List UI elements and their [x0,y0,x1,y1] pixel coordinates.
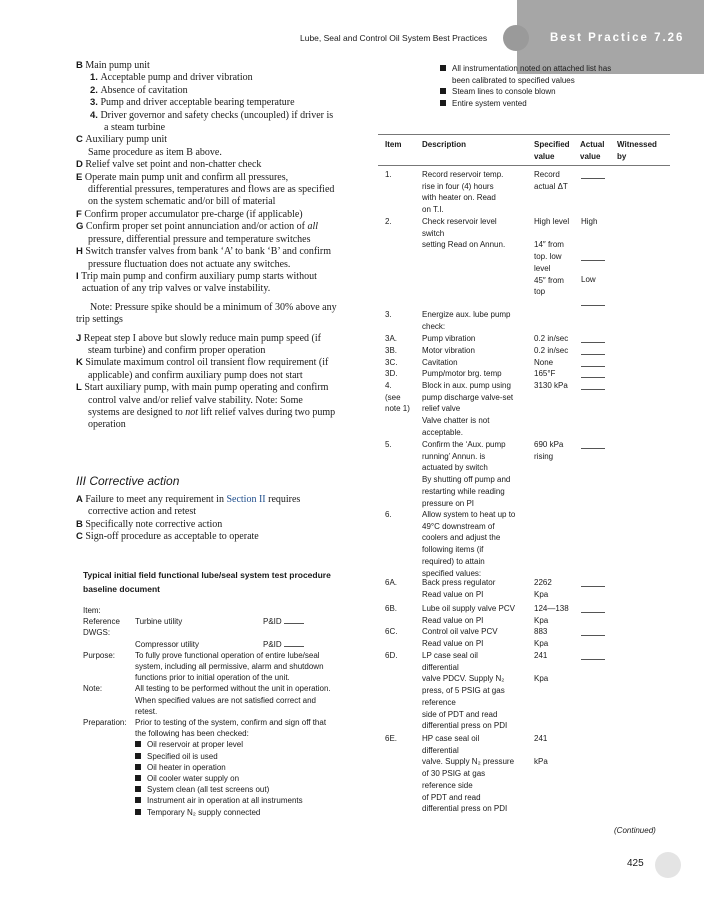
table-cell-line [534,228,580,240]
table-cell-line [581,251,617,263]
actual-value-blank[interactable] [581,388,605,390]
cell-item [385,626,421,638]
col-header-item: Item [385,140,402,149]
cell-description [422,309,534,332]
table-cell-line: Cavitation [422,358,458,367]
table-cell-line: reference side [422,780,473,790]
actual-value-blank[interactable] [581,376,605,378]
note-text: Note: Pressure spike should be a minimum of 30% above any [90,301,337,313]
table-cell-line [534,662,580,674]
list-item-A: A Failure to meet any requirement in Section II requires [76,494,301,505]
list-item-L: L Start auxiliary pump, with main pump operating and confirm [76,382,329,394]
square-bullet-icon [135,764,141,770]
table-cell-line: valve. Supply N₂ pressure [422,757,515,767]
table-cell-line: pressure on PI [422,498,475,508]
checklist-item: Specified oil is used [135,751,383,762]
table-cell-line: 241 [534,734,548,743]
cell-specified [534,169,580,192]
table-cell-line: Kpa [534,638,549,648]
table-cell-line: 883 [534,627,548,636]
compressor-value: Compressor utility [135,639,200,649]
cell-description [422,333,534,345]
table-cell-line: 14″ from [534,240,564,250]
table-cell-line: 124—138 [534,604,569,613]
actual-value-blank[interactable] [581,259,605,261]
table-cell-line: reference [422,697,456,707]
sub-item: 4. Driver governor and safety checks (uncoupled) if driver is [90,109,334,121]
table-cell-line: Kpa [534,615,549,625]
table-cell-line: restarting while reading [422,486,505,496]
cell-item [385,345,421,357]
cell-description [422,368,534,380]
table-cell-line: 3C. [385,358,398,367]
reference-label: Reference [83,617,120,627]
table-cell-line [534,745,580,757]
cell-description [422,650,534,732]
table-cell-line: rising [534,451,554,461]
table-cell-line: Allow system to heat up to [422,510,516,519]
cell-description [422,357,534,369]
list-item-K: K Simulate maximum control oil transient flow requirement (if [76,357,329,369]
table-cell-line: HP case seal oil [422,734,480,743]
table-cell-line: 45″ from [534,275,564,285]
cell-item [385,309,421,321]
baseline-details [83,605,383,818]
table-cell-line: Kpa [534,589,549,599]
list-item-J: J Repeat step I above but slowly reduce main pump speed (if [76,332,321,344]
cell-description [422,216,534,251]
table-cell-line: Read value on PI [422,638,484,648]
square-bullet-icon [135,753,141,759]
table-cell-line: 3B. [385,346,398,355]
list-item-C: C Auxiliary pump unit [76,134,168,146]
table-cell-line: acceptable. [422,427,463,437]
cell-item [385,509,421,521]
cell-item [385,439,421,451]
cell-actual [581,216,617,286]
sub-item: 2. Absence of cavitation [90,84,188,96]
actual-value-blank[interactable] [581,353,605,355]
table-cell-line [581,239,617,251]
continued-label: (Continued) [614,826,656,835]
checklist-item: System clean (all test screens out) [135,784,383,795]
table-cell-line: Motor vibration [422,346,475,355]
cell-item [385,169,421,181]
actual-value-blank[interactable] [581,304,605,306]
list-item-cont: systems are designed to not lift relief valves during two pump [88,406,336,418]
item-label: Item: [83,606,101,615]
checklist-item: Oil cooler water supply on [135,773,383,784]
checklist-item: Temporary N₂ supply connected [135,807,383,818]
table-cell-line: actuated by switch [422,463,488,473]
table-cell-line: By shutting off pump and [422,475,511,485]
table-cell-line: 690 kPa [534,440,564,449]
cell-description [422,380,534,439]
table-cell-line: 3130 kPa [534,381,568,390]
cell-specified [534,733,580,768]
table-cell-line: rise in four (4) hours [422,181,494,191]
reference-value: Turbine utility [135,617,183,627]
list-item-cont: operation [88,419,126,431]
table-cell-line: of PDT and read [422,792,481,802]
table-cell-line: None [534,358,554,367]
table-cell-line: 0.2 in/sec [534,334,569,343]
table-cell-line: level [534,263,551,273]
list-item-G: G Confirm proper set point annunciation and/or action of all [76,221,319,233]
cell-description [422,626,534,649]
cell-item [385,603,421,615]
procedure-list [76,60,376,432]
table-cell-line: 6B. [385,604,398,613]
sub-item: 3. Pump and driver acceptable bearing temperature [90,97,295,109]
cell-description [422,733,534,815]
cell-specified [534,626,580,649]
table-cell-line: following items (if [422,545,484,555]
table-cell-line: Read value on PI [422,615,484,625]
actual-value-blank[interactable] [581,447,605,449]
table-cell-line: 2262 [534,578,552,587]
square-bullet-icon [135,809,141,815]
list-item-cont: actuation of any trip valves or valve instability. [82,283,271,295]
checklist-item: Oil heater in operation [135,762,383,773]
book-title: Lube, Seal and Control Oil System Best Practices [300,33,488,43]
table-cell-line: High level [534,217,570,226]
square-bullet-icon [135,775,141,781]
table-cell-line: Pump/motor brg. temp [422,369,502,378]
table-cell-line: switch [422,228,445,238]
right-checklist: All instrumentation noted on attached list has been calibrated to specified values Steam lines to console blown Entire system vented [440,63,680,110]
actual-value-blank[interactable] [581,658,605,660]
table-cell-line: 6C. [385,627,398,636]
preparation-checklist [135,739,383,817]
table-cell-line: Block in aux. pump using [422,381,511,390]
table-cell-line [581,228,617,240]
preparation-row: Preparation: Prior to testing of the system, confirm and sign off that the following has been checked: [83,718,327,739]
note-text: trip settings [76,314,123,326]
table-cell-line: 6. [385,510,392,519]
cell-item [385,380,421,415]
purpose-row: Purpose: To fully prove functional operation of entire lube/seal system, including all permissive, alarm and shutdown functions prior to initial operation of the unit. [83,650,324,683]
square-bullet-icon [135,786,141,792]
table-cell-line: LP case seal oil [422,651,478,660]
note-row: Note: All testing to be performed without the unit in operation. When specified values are not satisfied correct and retest. [83,684,331,716]
table-cell-line: running’ Annun. is [422,451,486,461]
list-item-cont: control valve and/or relief valve stability. Note: Some [88,394,303,406]
sub-item-cont: a steam turbine [104,122,166,134]
table-cell-line: Record reservoir temp. [422,170,504,179]
square-bullet-icon [440,65,446,71]
table-cell-line: Lube oil supply valve PCV [422,604,515,613]
actual-value-blank[interactable] [581,634,605,636]
col-header-description: Description [422,140,467,149]
cell-description [422,603,534,626]
list-item-F: F Confirm proper accumulator pre-charge (if applicable) [76,208,303,220]
cell-item [385,357,421,369]
table-cell-line: 5. [385,440,392,449]
baseline-title: Typical initial field functional lube/seal system test procedure baseline document [83,570,331,594]
table-cell-line: 165°F [534,369,556,378]
list-item-B2: B Specifically note corrective action [76,518,223,530]
cell-item [385,650,421,662]
table-cell-line: actual ΔT [534,181,568,191]
list-item-B: B Main pump unit [76,60,150,71]
sub-item: 1. Acceptable pump and driver vibration [90,72,253,84]
table-cell-line: Low [581,275,596,285]
cell-item [385,216,421,228]
cell-specified [534,603,580,626]
table-cell-line: Energize aux. lube pump [422,310,511,319]
table-header-rule [378,165,670,166]
table-cell-line: coolers and adjust the [422,533,501,543]
checklist-item: Entire system vented [440,98,680,110]
cell-description [422,169,534,216]
table-cell-line: differential press on PDI [422,721,508,731]
square-bullet-icon [440,88,446,94]
cell-description [422,577,534,600]
table-cell-line: Control oil valve PCV [422,627,498,636]
actual-value-blank[interactable] [581,341,605,343]
checklist-item: All instrumentation noted on attached list has [440,63,680,75]
best-practice-label: Best Practice 7.26 [550,32,685,44]
table-cell-line: kPa [534,757,548,767]
square-bullet-icon [135,797,141,803]
table-cell-line: 241 [534,651,548,660]
cell-item [385,333,421,345]
actual-value-blank[interactable] [581,365,605,367]
footer-circle-decoration [655,852,681,878]
section-heading: III Corrective action [76,474,180,488]
cell-item [385,733,421,745]
table-cell-line: specified values: [422,568,482,578]
table-cell-line: 6A. [385,578,398,587]
list-item-E: E Operate main pump unit and confirm all pressures, [76,171,289,183]
list-item-I: I Trip main pump and confirm auxiliary pump starts without [76,270,317,282]
cell-description [422,509,534,579]
dwgs-label: DWGS: [83,628,111,638]
table-cell-line [581,263,617,275]
table-cell-line: 4. [385,381,392,390]
list-item-cont: differential pressures, temperatures and flows are as specified [88,184,335,196]
cell-item [385,368,421,380]
table-cell-line: 3. [385,310,392,319]
table-cell-line: top. low [534,252,562,262]
list-item-cont: pressure fluctuation does not actuate any switches. [88,258,291,270]
cell-specified [534,650,580,685]
square-bullet-icon [135,741,141,747]
cell-specified [534,439,580,462]
actual-value-blank[interactable] [581,611,605,613]
cell-description [422,345,534,357]
checklist-item: Oil reservoir at proper level [135,739,383,750]
table-cell-line: Back press regulator [422,578,496,587]
pid-field: P&ID [263,616,304,627]
table-cell-line: Check reservoir level [422,217,497,226]
table-cell-line: 3D. [385,369,398,378]
list-item-cont: on the system schematic and/or bill of material [88,196,276,208]
cell-specified [534,345,580,357]
table-cell-line: 2. [385,217,392,226]
table-cell-line: 6E. [385,734,398,743]
list-item-cont: pressure, differential pressure and temperature switches [88,233,311,245]
table-cell-line: check: [422,321,446,331]
checklist-item: Instrument air in operation at all instruments [135,795,383,806]
table-cell-line: (see [385,392,401,402]
col-header-actual: Actual value [580,140,605,161]
cell-specified [534,368,580,380]
table-cell-line: differential press on PDI [422,804,508,814]
table-cell-line: 3A. [385,334,398,343]
list-item-cont: steam turbine) and confirm proper operation [88,344,266,356]
table-top-rule [378,134,670,135]
table-cell-line: 49°C downstream of [422,521,495,531]
list-item-cont: corrective action and retest [88,506,196,518]
list-item-C2: C Sign-off procedure as acceptable to operate [76,531,259,543]
checklist-item: Steam lines to console blown [440,86,680,98]
cell-specified [534,333,580,345]
cell-specified [534,380,580,392]
table-cell-line: 1. [385,170,392,179]
table-cell-line: Pump vibration [422,334,476,343]
table-cell-line: of 30 PSIG at gas [422,769,486,779]
list-item-H: H Switch transfer valves from bank ‘A’ to bank ‘B’ and confirm [76,246,332,258]
table-cell-line: Kpa [534,674,549,684]
table-cell-line: Confirm the ‘Aux. pump [422,440,506,449]
table-cell-line: top [534,287,546,297]
table-cell-line: on T.I. [422,205,444,215]
table-cell-line: Record [534,170,560,179]
col-header-witnessed: Witnessed by [617,140,657,161]
section-link[interactable]: Section II [226,494,266,505]
table-cell-line: 0.2 in/sec [534,346,569,355]
page-number: 425 [627,858,644,869]
table-cell-line: Read value on PI [422,589,484,599]
table-cell-line: setting Read on Annun. [422,240,506,250]
pid-field-2: P&ID [263,639,304,650]
cell-specified [534,357,580,369]
cell-specified [534,216,580,298]
table-cell-line: 6D. [385,651,398,660]
list-item-D: D Relief valve set point and non-chatter check [76,159,262,171]
header-circle-decoration [503,25,529,51]
cell-item [385,577,421,589]
table-cell-line: relief valve [422,404,461,414]
col-header-specified: Specified value [534,140,570,161]
table-cell-line: side of PDT and read [422,709,498,719]
corrective-list [76,494,376,544]
table-cell-line: required) to attain [422,556,485,566]
table-cell-line: Valve chatter is not [422,416,490,426]
table-cell-line: differential [422,662,459,672]
cell-specified [534,577,580,600]
table-cell-line: valve PDCV. Supply N₂ [422,674,505,684]
table-cell-line: High [581,217,598,226]
table-cell-line: press, of 5 PSIG at gas [422,686,505,696]
table-cell-line: differential [422,745,459,755]
square-bullet-icon [440,100,446,106]
table-cell-line: pump discharge valve-set [422,392,514,402]
cell-description [422,439,534,509]
actual-value-blank[interactable] [581,177,605,179]
actual-value-blank[interactable] [581,585,605,587]
table-cell-line: note 1) [385,404,410,414]
list-item-cont: Same procedure as item B above. [88,146,222,158]
table-cell-line: with heater on. Read [422,193,496,203]
list-item-cont: applicable) and confirm auxiliary pump does not start [88,369,303,381]
